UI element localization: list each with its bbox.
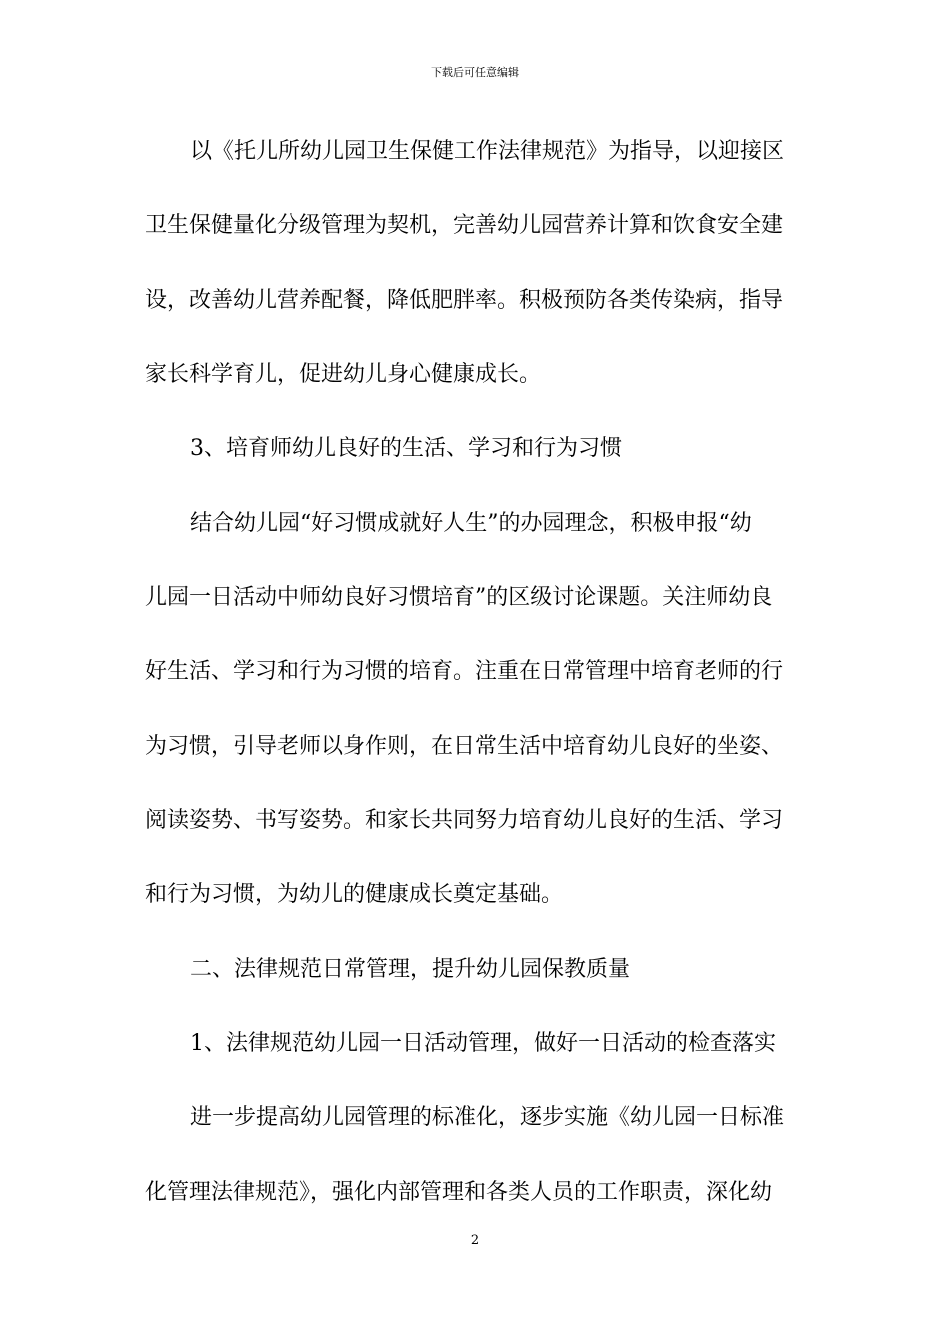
paragraph-line: 结合幼儿园“好习惯成就好人生”的办园理念，积极申报“幼 bbox=[190, 511, 752, 536]
paragraph-line: 进一步提高幼儿园管理的标准化，逐步实施《幼儿园一日标准 bbox=[190, 1105, 785, 1130]
paragraph-line: 家长科学育儿，促进幼儿身心健康成长。 bbox=[145, 362, 542, 387]
section-heading: 1、法律规范幼儿园一日活动管理，做好一日活动的检查落实 bbox=[190, 1031, 776, 1056]
section-heading: 二、法律规范日常管理，提升幼儿园保教质量 bbox=[190, 957, 631, 982]
paragraph-line: 化管理法律规范》，强化内部管理和各类人员的工作职责，深化幼 bbox=[145, 1180, 773, 1205]
paragraph-line: 为习惯，引导老师以身作则，在日常生活中培育幼儿良好的坐姿、 bbox=[145, 734, 784, 759]
paragraph-line: 好生活、学习和行为习惯的培育。注重在日常管理中培育老师的行 bbox=[145, 659, 784, 684]
paragraph-line: 和行为习惯，为幼儿的健康成长奠定基础。 bbox=[145, 882, 564, 907]
paragraph-line: 阅读姿势、书写姿势。和家长共同努力培育幼儿良好的生活、学习 bbox=[145, 808, 784, 833]
paragraph-line: 以《托儿所幼儿园卫生保健工作法律规范》为指导，以迎接区 bbox=[190, 139, 785, 164]
page-number: 2 bbox=[470, 1233, 480, 1248]
paragraph-line: 设，改善幼儿营养配餐，降低肥胖率。积极预防各类传染病，指导 bbox=[145, 288, 784, 313]
section-heading: 3、培育师幼儿良好的生活、学习和行为习惯 bbox=[190, 436, 622, 461]
page-header: 下载后可任意编辑 bbox=[431, 66, 519, 79]
paragraph-line: 卫生保健量化分级管理为契机，完善幼儿园营养计算和饮食安全建 bbox=[145, 213, 784, 238]
paragraph-line: 儿园一日活动中师幼良好习惯培育”的区级讨论课题。关注师幼良 bbox=[145, 585, 773, 610]
